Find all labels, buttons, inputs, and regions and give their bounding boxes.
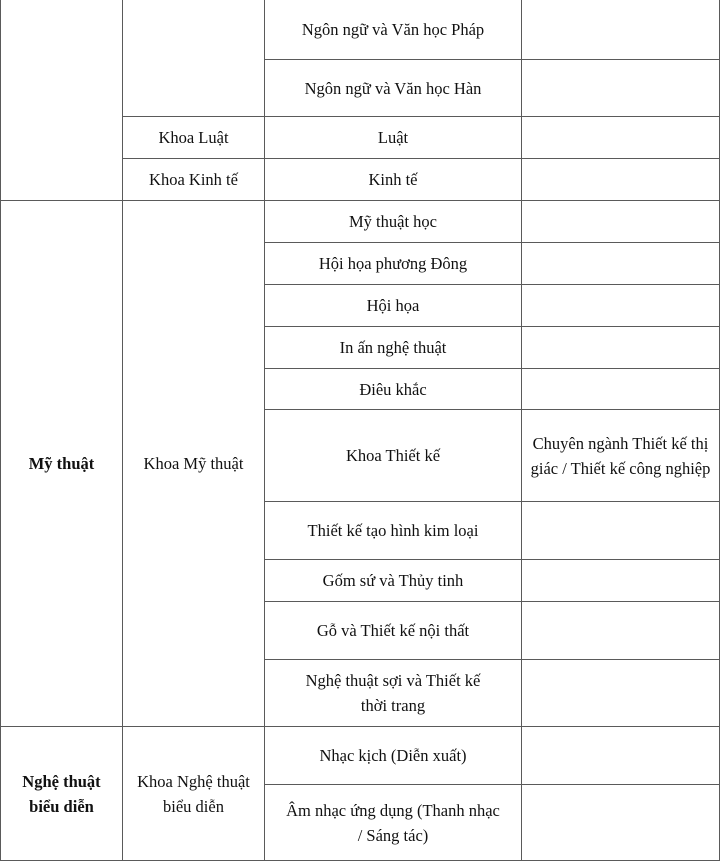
faculty-cell: Khoa Kinh tế bbox=[123, 159, 265, 201]
table-row bbox=[1, 727, 720, 785]
major-cell: Hội họa phương Đông bbox=[265, 243, 522, 285]
field-cell: Nghệ thuật biểu diễn bbox=[1, 727, 123, 861]
note-cell bbox=[522, 0, 720, 60]
note-cell bbox=[522, 243, 720, 285]
faculty-cell: Khoa Luật bbox=[123, 117, 265, 159]
faculty-cell-empty bbox=[123, 0, 265, 117]
note-cell bbox=[522, 560, 720, 602]
major-cell: Kinh tế bbox=[265, 159, 522, 201]
table-row bbox=[1, 0, 720, 60]
note-cell bbox=[522, 285, 720, 327]
major-cell: Nhạc kịch (Diễn xuất) bbox=[265, 727, 522, 785]
note-cell bbox=[522, 660, 720, 727]
field-cell: Mỹ thuật bbox=[1, 201, 123, 727]
faculty-cell: Khoa Nghệ thuật biểu diễn bbox=[123, 727, 265, 861]
major-cell: Luật bbox=[265, 117, 522, 159]
major-cell: Khoa Thiết kế bbox=[265, 410, 522, 502]
note-cell bbox=[522, 159, 720, 201]
faculty-cell: Khoa Mỹ thuật bbox=[123, 201, 265, 727]
note-cell bbox=[522, 727, 720, 785]
note-cell: Chuyên ngành Thiết kế thị giác / Thiết kế công nghiệp bbox=[522, 410, 720, 502]
major-cell: Thiết kế tạo hình kim loại bbox=[265, 502, 522, 560]
note-cell bbox=[522, 201, 720, 243]
major-cell: Gỗ và Thiết kế nội thất bbox=[265, 602, 522, 660]
major-cell: Hội họa bbox=[265, 285, 522, 327]
major-cell: Điêu khắc bbox=[265, 369, 522, 410]
major-cell: Ngôn ngữ và Văn học Hàn bbox=[265, 60, 522, 117]
major-cell: Nghệ thuật sợi và Thiết kế thời trang bbox=[265, 660, 522, 727]
note-cell bbox=[522, 502, 720, 560]
major-cell: Ngôn ngữ và Văn học Pháp bbox=[265, 0, 522, 60]
note-cell bbox=[522, 369, 720, 410]
note-cell bbox=[522, 602, 720, 660]
major-cell: Âm nhạc ứng dụng (Thanh nhạc / Sáng tác) bbox=[265, 785, 522, 861]
table-row bbox=[1, 201, 720, 243]
major-cell: Gốm sứ và Thủy tinh bbox=[265, 560, 522, 602]
field-cell-empty bbox=[1, 0, 123, 201]
note-cell bbox=[522, 785, 720, 861]
note-cell bbox=[522, 117, 720, 159]
note-cell bbox=[522, 60, 720, 117]
major-cell: Mỹ thuật học bbox=[265, 201, 522, 243]
major-cell: In ấn nghệ thuật bbox=[265, 327, 522, 369]
note-cell bbox=[522, 327, 720, 369]
